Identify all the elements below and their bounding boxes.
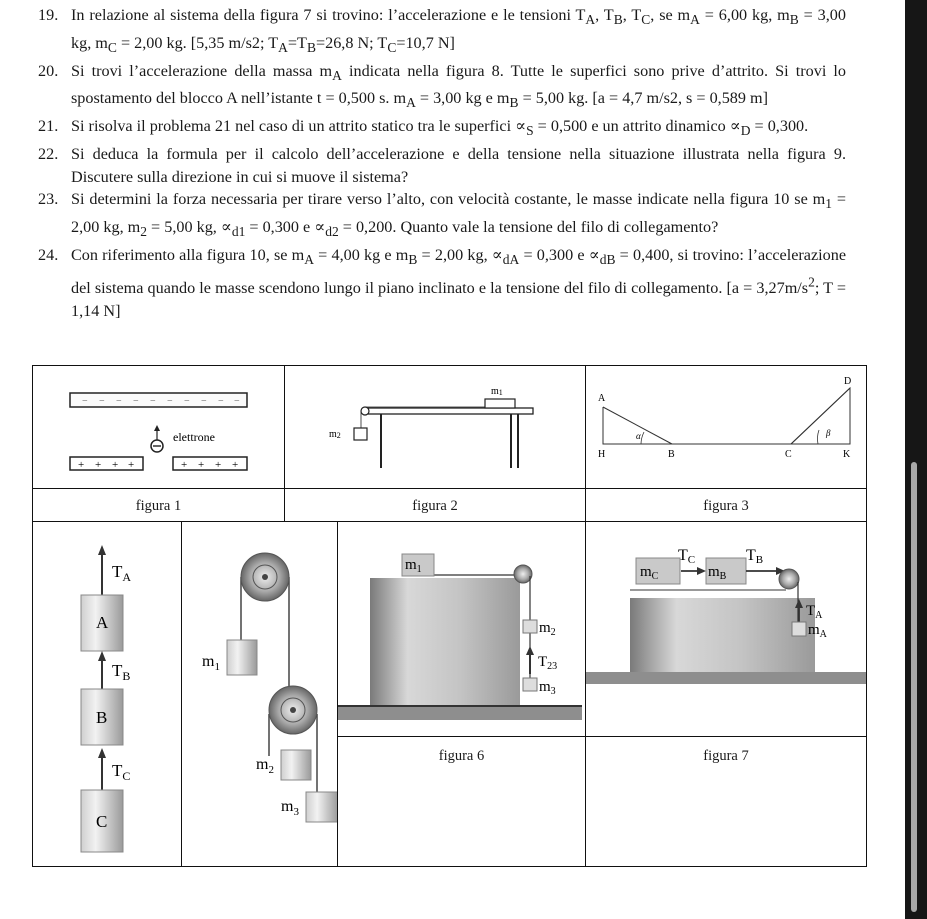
electron-icon <box>151 425 163 452</box>
mass-m2-block <box>354 428 367 440</box>
mass-m3-block <box>306 792 337 822</box>
problem-number: 22. <box>38 145 59 164</box>
point-C: C <box>785 449 792 460</box>
figure-table-bottom <box>32 521 867 867</box>
problem-text: In relazione al sistema della figura 7 si trovino: l’accelerazione e le tensioni $T_A$, $T_B$, $T_C$, se $m_A = 6,00$ kg, $m_B = 3,00$ kg, $m_C = 2,00$ kg. [5,35 m/s2; $T_A=T_B=26,8$ N; $T_C=10,7$ N] <box>71 6 846 56</box>
scrollbar-thumb[interactable] <box>911 462 917 912</box>
svg-text:TC: $T_C$ <box>112 761 131 783</box>
mass-mA-block <box>792 622 806 636</box>
svg-text:−: − <box>82 396 88 407</box>
electron-label: elettrone <box>173 430 215 444</box>
mass-mC-label: $m_C$ <box>640 564 659 582</box>
svg-text:−: − <box>234 396 240 407</box>
table-divider <box>33 488 866 489</box>
svg-text:−: − <box>167 396 173 407</box>
mass-m1-block <box>485 399 515 408</box>
figure-5-pulley-system <box>182 522 337 866</box>
pulley-icon <box>514 565 532 583</box>
figure-2-table-pulley <box>285 366 585 488</box>
table-top <box>363 408 533 414</box>
svg-text:+: + <box>128 459 135 471</box>
svg-text:+: + <box>112 459 119 471</box>
block-B-label: B <box>96 708 108 727</box>
svg-text:TC: TC <box>678 547 696 566</box>
problem-item <box>38 188 846 244</box>
mass-m2-label: $m_2$ <box>256 756 274 776</box>
svg-text:+: + <box>181 459 188 471</box>
caption-figura-6: figura 6 <box>438 748 485 764</box>
problem-number: 21. <box>38 117 59 136</box>
mass-m3-label: $m_3$ <box>539 679 556 697</box>
floor <box>338 706 582 720</box>
point-A: A <box>598 393 606 404</box>
caption-figura-1: figura 1 <box>135 498 182 514</box>
mass-m2-label: m2 <box>329 429 341 440</box>
block-C-label: C <box>96 812 108 831</box>
mass-m1-block <box>227 640 257 675</box>
figure-6-table-two-hanging <box>338 522 585 735</box>
point-D: D <box>844 376 852 387</box>
tension-arrow-TC <box>678 547 706 575</box>
svg-text:TA: $T_A$ <box>806 603 823 621</box>
problem-item <box>38 244 846 322</box>
svg-text:+: + <box>78 459 85 471</box>
tension-arrow-TA <box>98 545 131 595</box>
svg-text:+: + <box>215 459 222 471</box>
problem-number: 20. <box>38 61 59 80</box>
problem-number: 23. <box>38 190 59 209</box>
svg-text:−: − <box>99 396 105 407</box>
block-A-label: A <box>96 613 109 632</box>
pulley-icon <box>779 569 799 589</box>
svg-text:−: − <box>218 396 224 407</box>
problem-item <box>38 143 846 188</box>
figure-4-hanging-blocks <box>33 522 180 866</box>
problem-text: Si determini la forza necessaria per tirare verso l’alto, con velocità costante, le masse indicate nella figura 10 se $m_1 = 2,00$ kg, $m_2 = 5,00$ kg, $\propto_{d1} = 0,300$ $e \propto_{d2} = 0,200$. Quanto vale la tensione del filo di collegamento? <box>71 190 846 240</box>
caption-figura-2: figura 2 <box>412 498 458 514</box>
problem-number: 24. <box>38 245 59 264</box>
svg-text:+: + <box>198 459 205 471</box>
problem-item <box>38 60 846 116</box>
svg-text:TB: TB <box>746 547 764 566</box>
mass-m1-label: m1 <box>491 386 503 397</box>
pulley-icon <box>361 407 369 415</box>
svg-text:−: − <box>184 396 190 407</box>
point-H: H <box>598 449 606 460</box>
problem-text: Con riferimento alla figura 10, se $m_A = 4,00$ kg e $m_B = 2,00$ kg, $\propto_{dA} = 0,300$ $e \propto_{dB} = 0,400$, si trovino: l’accelerazione del sistema quando le masse scendono lungo il piano inclinato e la tensione del filo di collegamento. [$a = 3,27m/s^2$; T = 1,14 N] <box>71 245 847 320</box>
mass-mA-label: $m_A$ <box>808 622 827 640</box>
floor <box>586 672 866 684</box>
point-K: K <box>843 449 851 460</box>
problem-text: Si risolva il problema 21 nel caso di un attrito statico tra le superfici $\propto_S = 0,500$ e un attrito dinamico $\propto_D = 0,300$. <box>71 117 809 139</box>
table-block <box>370 578 520 706</box>
point-B: B <box>668 449 675 460</box>
positive-plate-left <box>70 457 143 471</box>
tension-arrow-T23 <box>526 646 557 674</box>
table-block <box>630 598 815 672</box>
problem-item <box>38 115 846 143</box>
svg-text:TB: $T_B$ <box>112 661 131 683</box>
mass-m3-block <box>523 678 537 691</box>
mass-m2-block <box>523 620 537 633</box>
positive-plate-right <box>173 457 247 471</box>
svg-text:−: − <box>116 396 122 407</box>
figure-3-slopes <box>586 366 866 488</box>
table-divider <box>338 736 866 737</box>
tension-arrow-TA <box>795 599 823 622</box>
slope-right <box>791 388 850 444</box>
mass-mB-label: $m_B$ <box>708 564 727 582</box>
svg-text:−: − <box>150 396 156 407</box>
problem-number: 19. <box>38 6 59 24</box>
problem-text: Si deduca la formula per il calcolo dell’accelerazione e della tensione nella situazione illustrata nella figura 9. Discutere sulla direzione in cui si muove il sistema? <box>71 145 846 186</box>
problem-text: Si trovi l’accelerazione della massa $m_A$ indicata nella figura 8. Tutte le superfici sono prive d’attrito. Si trovi lo spostamento del blocco A nell’istante t = 0,500 s. $m_A = 3,00$ kg e $m_B = 5,00$ kg. [a = 4,7 m/s2, s = 0,589 m] <box>71 61 847 111</box>
problem-list <box>38 4 846 322</box>
mass-m1-label: $m_1$ <box>405 557 422 575</box>
mass-m1-label: $m_1$ <box>202 653 220 673</box>
mass-m3-label: $m_3$ <box>281 798 299 818</box>
figure-7-three-masses <box>586 522 866 735</box>
problem-item <box>38 4 846 60</box>
angle-beta: β <box>826 428 831 438</box>
figure-1-capacitor <box>33 366 283 488</box>
angle-alpha: α <box>636 431 641 441</box>
svg-text:−: − <box>133 396 139 407</box>
tension-arrow-TB <box>746 547 785 575</box>
tension-arrow-TC <box>98 748 130 790</box>
caption-figura-7: figura 7 <box>703 748 749 764</box>
svg-text:+: + <box>232 459 239 471</box>
svg-text:TA: $T_A$ <box>112 562 132 584</box>
figure-table-top <box>32 365 867 522</box>
svg-text:T23: $T_{23}$ <box>538 654 558 672</box>
svg-text:−: − <box>201 396 207 407</box>
mass-m2-label: $m_2$ <box>539 620 556 638</box>
tension-arrow-TB <box>98 651 130 689</box>
caption-figura-3: figura 3 <box>703 498 749 514</box>
svg-text:+: + <box>95 459 102 471</box>
mass-m2-block <box>281 750 311 780</box>
